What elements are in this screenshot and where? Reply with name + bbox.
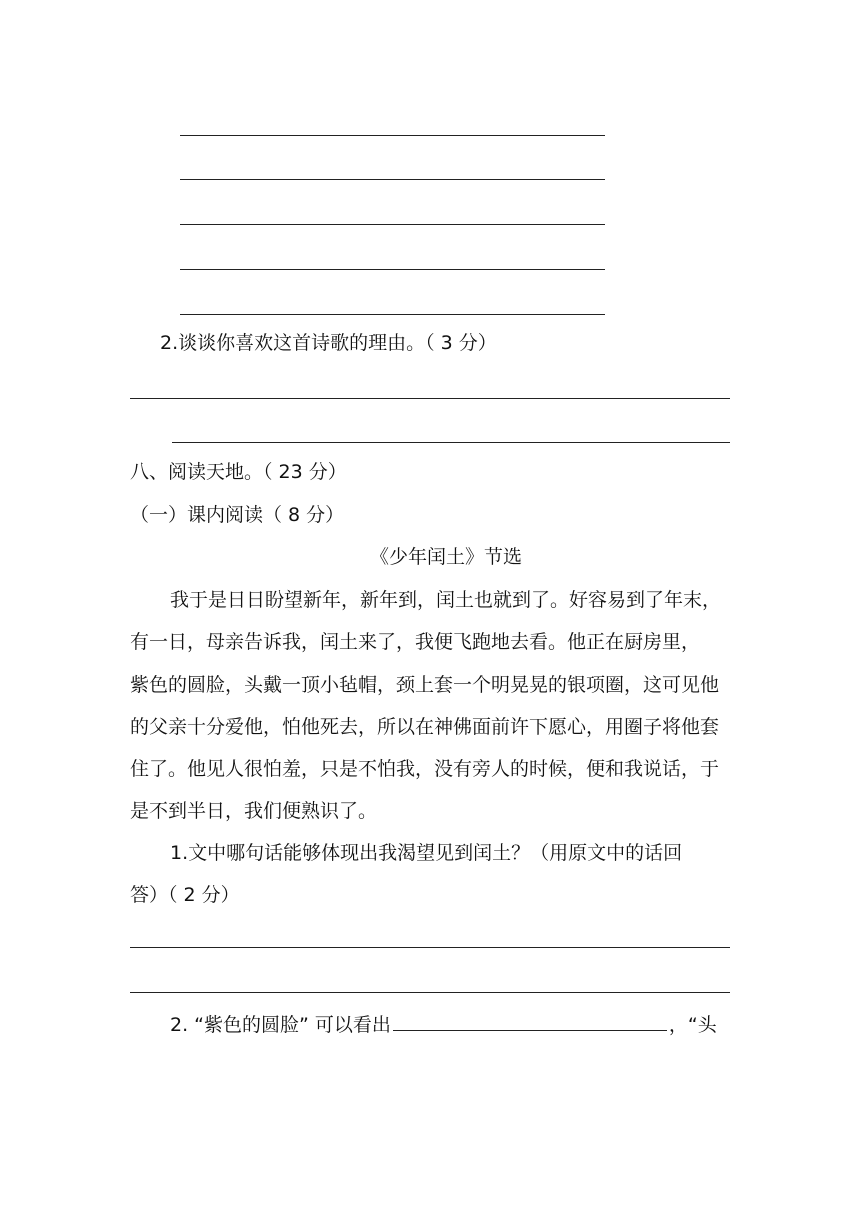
subsection-heading: （一）课内阅读（ 8 分） xyxy=(130,504,345,526)
question-2-suffix: ，“头 xyxy=(668,1014,717,1036)
question-2-prefix: 2. “紫色的圆脸” 可以看出 xyxy=(170,1014,391,1036)
passage-line: 有一日，母亲告诉我，闰土来了，我便飞跑地去看。他正在厨房里， xyxy=(130,631,701,653)
passage-title: 《少年闰土》节选 xyxy=(370,546,523,568)
question-1-line: 答）（ 2 分） xyxy=(130,884,240,906)
answer-line[interactable] xyxy=(130,992,730,993)
answer-line[interactable] xyxy=(130,398,730,399)
passage-line: 紫色的圆脸，头戴一顶小毡帽，颈上套一个明晃晃的银项圈，这可见他 xyxy=(130,674,720,696)
question-1-line: 1.文中哪句话能够体现出我渴望见到闰土？（用原文中的话回 xyxy=(170,842,683,864)
fill-blank[interactable] xyxy=(393,1012,667,1031)
passage-line: 的父亲十分爱他，怕他死去，所以在神佛面前许下愿心，用圈子将他套 xyxy=(130,716,720,738)
answer-line[interactable] xyxy=(180,135,605,136)
answer-line[interactable] xyxy=(180,224,605,225)
answer-line[interactable] xyxy=(180,179,605,180)
question-poem-2: 2.谈谈你喜欢这首诗歌的理由。（ 3 分） xyxy=(160,332,497,354)
answer-line[interactable] xyxy=(172,442,730,443)
answer-line[interactable] xyxy=(180,269,605,270)
passage-line: 我于是日日盼望新年，新年到，闰土也就到了。好容易到了年末， xyxy=(170,589,722,611)
passage-line: 住了。他见人很怕羞，只是不怕我，没有旁人的时候，便和我说话，于 xyxy=(130,758,720,780)
answer-line[interactable] xyxy=(130,947,730,948)
section-heading: 八、阅读天地。（ 23 分） xyxy=(130,461,347,483)
answer-line[interactable] xyxy=(180,314,605,315)
passage-line: 是不到半日，我们便熟识了。 xyxy=(130,800,378,822)
question-2 xyxy=(170,1012,717,1037)
